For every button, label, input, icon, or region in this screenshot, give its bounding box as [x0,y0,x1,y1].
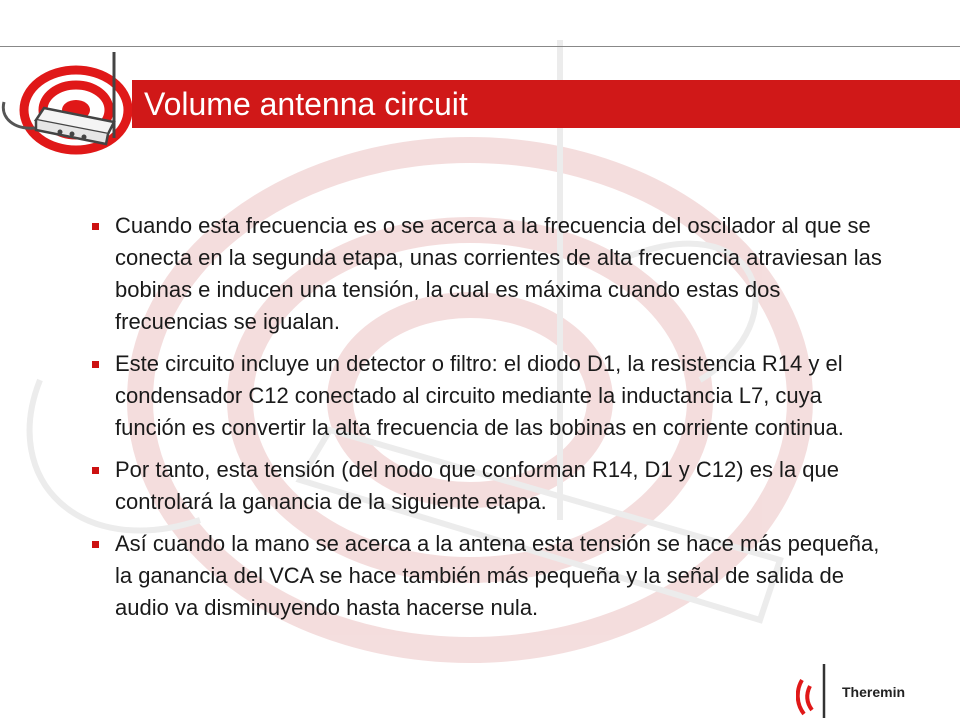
square-bullet-icon [92,361,99,368]
bullet-text: Cuando esta frecuencia es o se acerca a la frecuencia del oscilador al que se conecta en la segunda etapa, unas corrientes de alta frecuencia atraviesan las bobinas e inducen una tensión, la cual es máxima cuando estas dos frecuencias se igualan. [115,213,882,334]
bullet-list [92,210,882,634]
bullet-item [92,348,882,444]
title-bar [132,80,960,128]
square-bullet-icon [92,467,99,474]
square-bullet-icon [92,541,99,548]
bullet-text: Por tanto, esta tensión (del nodo que conforman R14, D1 y C12) es la que controlará la ganancia de la siguiente etapa. [115,457,839,514]
bullet-text: Así cuando la mano se acerca a la antena esta tensión se hace más pequeña, la ganancia del VCA se hace también más pequeña y la señal de salida de audio va disminuyendo hasta hacerse nula. [115,531,880,620]
theremin-antenna-logo-small [796,660,836,720]
square-bullet-icon [92,223,99,230]
theremin-antenna-logo [0,48,132,156]
footer-label: Theremin [842,684,906,700]
bullet-item [92,528,882,624]
bullet-text: Este circuito incluye un detector o filtro: el diodo D1, la resistencia R14 y el condensador C12 conectado al circuito mediante la inductancia L7, cuya función es convertir la alta frecuencia de las bobinas en corriente continua. [115,351,844,440]
slide-title: Volume antenna circuit [144,86,468,122]
top-divider [0,46,960,47]
bullet-item [92,454,882,518]
bullet-item [92,210,882,338]
